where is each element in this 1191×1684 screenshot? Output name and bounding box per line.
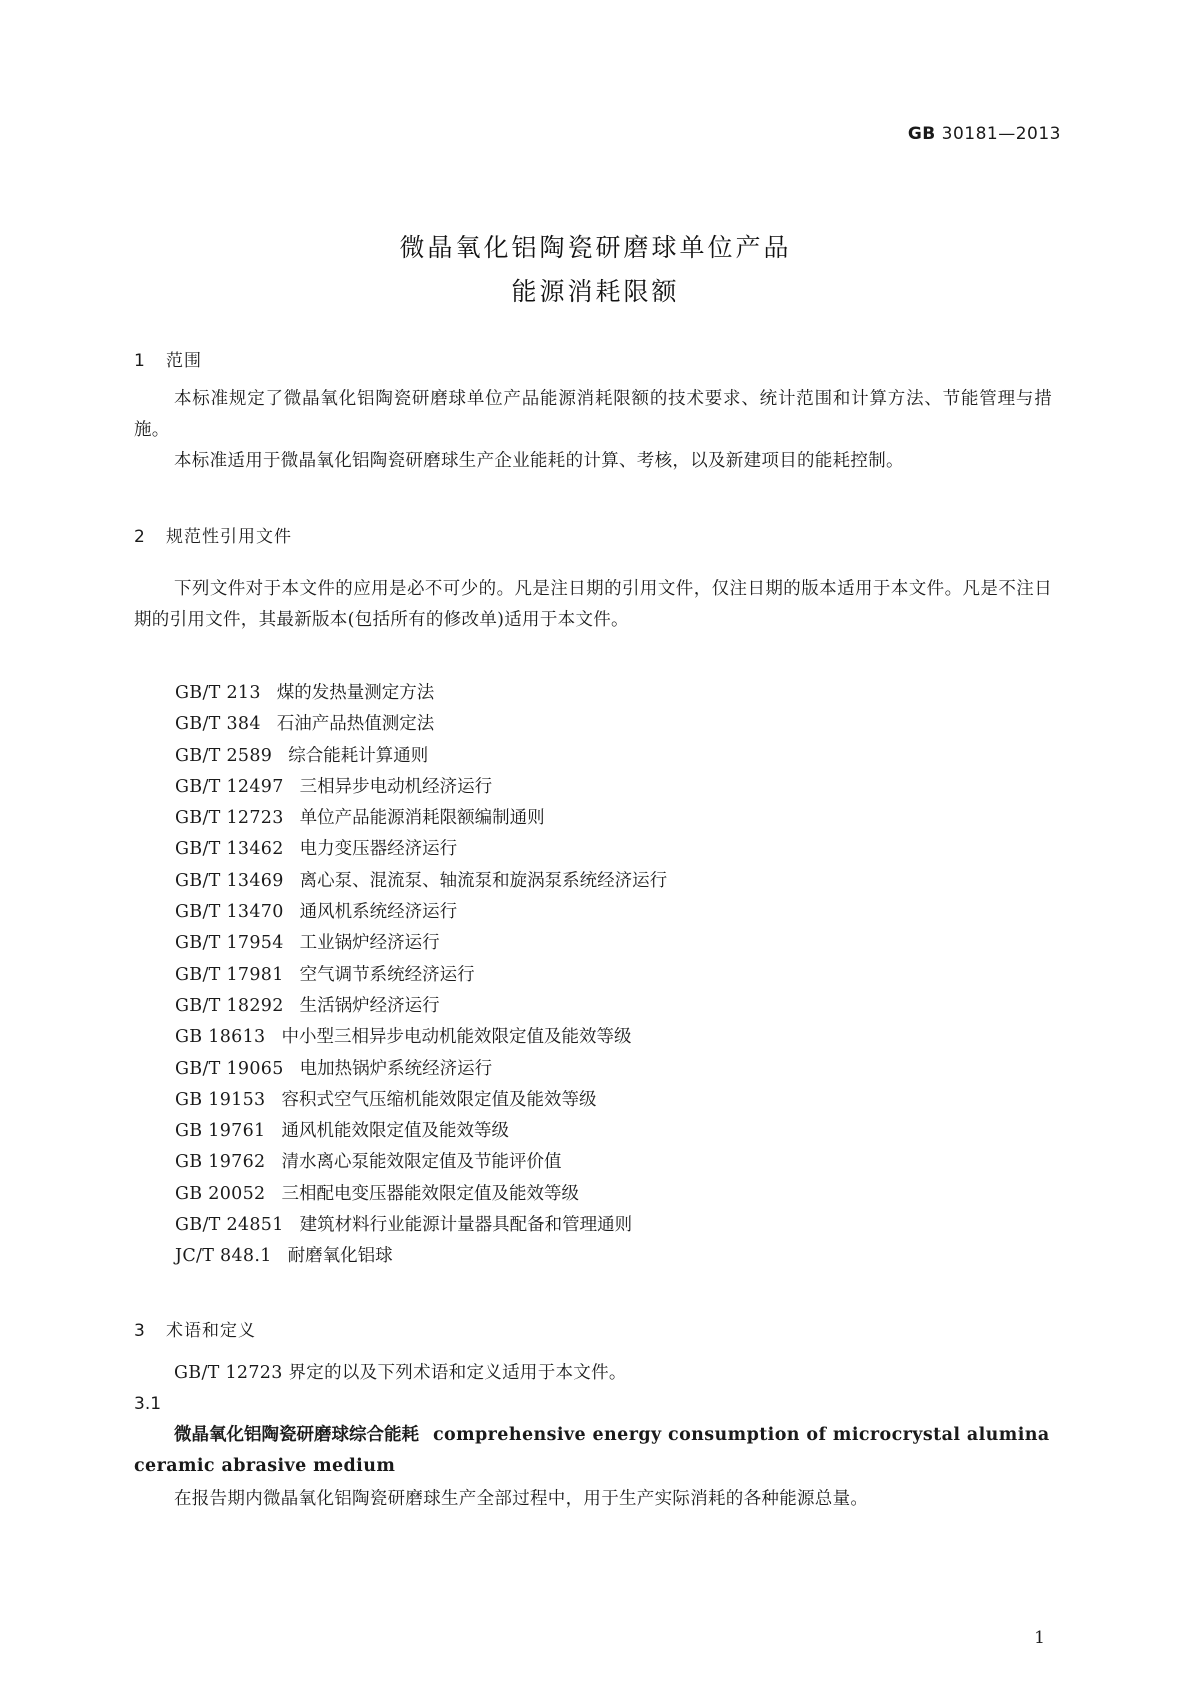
reference-title: 容积式空气压缩机能效限定值及能效等级 <box>281 1089 597 1110</box>
section-title: 术语和定义 <box>166 1321 256 1341</box>
document-title-line-2: 能源消耗限额 <box>511 277 680 306</box>
section-heading-scope <box>134 346 202 371</box>
reference-item <box>175 803 667 834</box>
scope-paragraph-1: 本标准规定了微晶氧化铝陶瓷研磨球单位产品能源消耗限额的技术要求、统计范围和计算方法、节能管理与措施。 <box>134 389 1052 440</box>
section-number: 2 <box>134 527 146 547</box>
terms-intro-paragraph: GB/T 12723 界定的以及下列术语和定义适用于本文件。 <box>174 1363 627 1383</box>
reference-item <box>175 1179 667 1210</box>
reference-item <box>175 772 667 803</box>
term-english: comprehensive energy consumption of microcrystal alumina ceramic abrasive medium <box>134 1425 1050 1476</box>
section-title: 范围 <box>166 351 202 371</box>
reference-item <box>175 991 667 1022</box>
section-heading-normative-references <box>134 522 292 547</box>
reference-code: JC/T 848.1 <box>175 1246 272 1267</box>
reference-title: 生活锅炉经济运行 <box>299 995 440 1016</box>
reference-item <box>175 1116 667 1147</box>
standard-code: 30181—2013 <box>941 124 1061 144</box>
reference-item <box>175 1210 667 1241</box>
reference-item <box>175 1241 667 1272</box>
reference-item <box>175 1085 667 1116</box>
subclause-number: 3.1 <box>134 1394 162 1414</box>
reference-item <box>175 1022 667 1053</box>
reference-code: GB/T 17954 <box>175 933 284 954</box>
reference-item <box>175 709 667 740</box>
reference-code: GB/T 12497 <box>175 776 284 797</box>
term-chinese: 微晶氧化铝陶瓷研磨球综合能耗 <box>174 1425 419 1445</box>
section-heading-terms <box>134 1316 256 1341</box>
reference-title: 综合能耗计算通则 <box>288 745 429 766</box>
reference-title: 三相配电变压器能效限定值及能效等级 <box>281 1183 579 1204</box>
reference-code: GB 18613 <box>175 1027 266 1048</box>
reference-code: GB/T 13470 <box>175 902 284 923</box>
section-number: 3 <box>134 1321 146 1341</box>
reference-code: GB 19761 <box>175 1121 266 1142</box>
reference-code: GB/T 24851 <box>175 1215 284 1236</box>
reference-title: 电力变压器经济运行 <box>299 839 458 860</box>
reference-code: GB/T 12723 <box>175 808 284 829</box>
reference-title: 电加热锅炉系统经济运行 <box>299 1058 493 1079</box>
term-definition: 在报告期内微晶氧化铝陶瓷研磨球生产全部过程中，用于生产实际消耗的各种能源总量。 <box>174 1489 869 1509</box>
reference-code: GB/T 18292 <box>175 995 284 1016</box>
reference-code: GB/T 19065 <box>175 1058 284 1079</box>
reference-code: GB 20052 <box>175 1183 266 1204</box>
reference-item <box>175 897 667 928</box>
standard-number <box>908 124 1061 144</box>
reference-title: 三相异步电动机经济运行 <box>299 776 493 797</box>
reference-title: 建筑材料行业能源计量器具配备和管理通则 <box>299 1215 633 1236</box>
section-number: 1 <box>134 351 146 371</box>
reference-item <box>175 834 667 865</box>
reference-code: GB 19153 <box>175 1089 266 1110</box>
reference-title: 通风机系统经济运行 <box>299 902 458 923</box>
reference-code: GB/T 17981 <box>175 964 284 985</box>
reference-item <box>175 678 667 709</box>
reference-title: 通风机能效限定值及能效等级 <box>281 1121 509 1142</box>
scope-paragraph-2: 本标准适用于微晶氧化铝陶瓷研磨球生产企业能耗的计算、考核，以及新建项目的能耗控制。 <box>174 451 904 471</box>
reference-item <box>175 866 667 897</box>
reference-item <box>175 1054 667 1085</box>
reference-code: GB/T 13469 <box>175 870 284 891</box>
standard-prefix: GB <box>907 124 936 144</box>
reference-title: 单位产品能源消耗限额编制通则 <box>299 808 545 829</box>
reference-title: 煤的发热量测定方法 <box>276 683 435 703</box>
reference-code: GB/T 13462 <box>175 839 284 860</box>
reference-title: 石油产品热值测定法 <box>276 714 435 735</box>
page-number: 1 <box>1034 1628 1045 1648</box>
reference-code: GB/T 2589 <box>175 745 273 766</box>
reference-code: GB/T 384 <box>175 714 261 735</box>
normative-intro-paragraph: 下列文件对于本文件的应用是必不可少的。凡是注日期的引用文件，仅注日期的版本适用于本文件。凡是不注日期的引用文件，其最新版本(包括所有的修改单)适用于本文件。 <box>134 579 1052 630</box>
normative-reference-list <box>175 678 667 1273</box>
reference-title: 工业锅炉经济运行 <box>299 933 440 954</box>
reference-title: 中小型三相异步电动机能效限定值及能效等级 <box>281 1027 632 1048</box>
term-entry <box>134 1420 1052 1482</box>
reference-title: 清水离心泵能效限定值及节能评价值 <box>281 1152 562 1173</box>
reference-item <box>175 960 667 991</box>
reference-title: 耐磨氧化铝球 <box>287 1246 393 1267</box>
reference-item <box>175 741 667 772</box>
document-title-line-1: 微晶氧化铝陶瓷研磨球单位产品 <box>399 233 792 262</box>
reference-item <box>175 1147 667 1178</box>
reference-title: 空气调节系统经济运行 <box>299 964 475 985</box>
reference-title: 离心泵、混流泵、轴流泵和旋涡泵系统经济运行 <box>299 870 668 891</box>
reference-item <box>175 928 667 959</box>
reference-code: GB/T 213 <box>175 683 261 703</box>
section-title: 规范性引用文件 <box>166 527 292 547</box>
reference-code: GB 19762 <box>175 1152 266 1173</box>
